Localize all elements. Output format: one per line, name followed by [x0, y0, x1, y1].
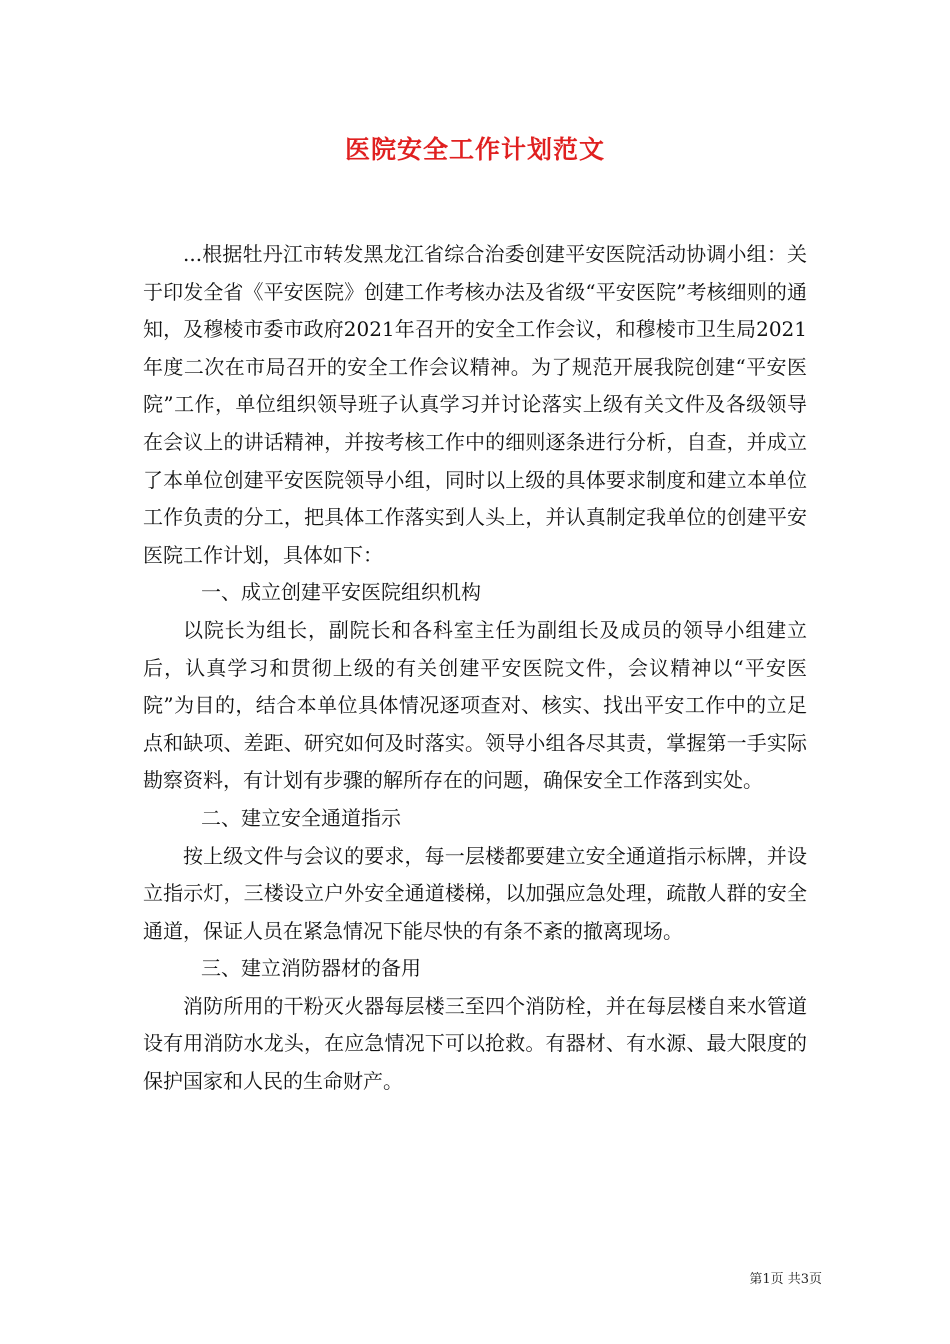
section-heading-3: 三、建立消防器材的备用 — [201, 956, 421, 981]
section-paragraph-3: 消防所用的干粉灭火器每层楼三至四个消防栓，并在每层楼自来水管道设有用消防水龙头，在应急情况下可以抢救。有器材、有水源、最大限度的保护国家和人民的生命财产。 — [143, 993, 807, 1094]
section-paragraph-1: 以院长为组长，副院长和各科室主任为副组长及成员的领导小组建立后，认真学习和贯彻上级的有关创建平安医院文件，会议精神以“平安医院”为目的，结合本单位具体情况逐项查对、核实、找出平安工作中的立足点和缺项、差距、研究如何及时落实。领导小组各尽其责，掌握第一手实际勘察资料，有计划有步骤的解所存在的问题，确保安全工作落到实处。 — [143, 617, 807, 793]
section-heading-2: 二、建立安全通道指示 — [201, 805, 401, 830]
section-paragraph-2: 按上级文件与会议的要求，每一层楼都要建立安全通道指示标牌，并设立指示灯，三楼设立户外安全通道楼梯，以加强应急处理，疏散人群的安全通道，保证人员在紧急情况下能尽快的有条不紊的撤离现场。 — [143, 843, 807, 943]
intro-paragraph: ...根据牡丹江市转发黑龙江省综合治委创建平安医院活动协调小组：关于印发全省《平安医院》创建工作考核办法及省级“平安医院”考核细则的通知，及穆棱市委市政府2021年召开的安全工作会议，和穆棱市卫生局2021年度二次在市局召开的安全工作会议精神。为了规范开展我院创建“平安医院”工作，单位组织领导班子认真学习并讨论落实上级有关文件及各级领导在会议上的讲话精神，并按考核工作中的细则逐条进行分析，自查，并成立了本单位创建平安医院领导小组，同时以上级的具体要求制度和建立本单位工作负责的分工，把具体工作落实到人头上，并认真制定我单位的创建平安医院工作计划，具体如下： — [143, 242, 807, 567]
page-number-footer: 第1页 共3页 — [749, 1272, 822, 1287]
section-heading-1: 一、成立创建平安医院组织机构 — [201, 580, 481, 605]
document-title: 医院安全工作计划范文 — [344, 135, 605, 164]
document-body — [143, 236, 807, 1101]
